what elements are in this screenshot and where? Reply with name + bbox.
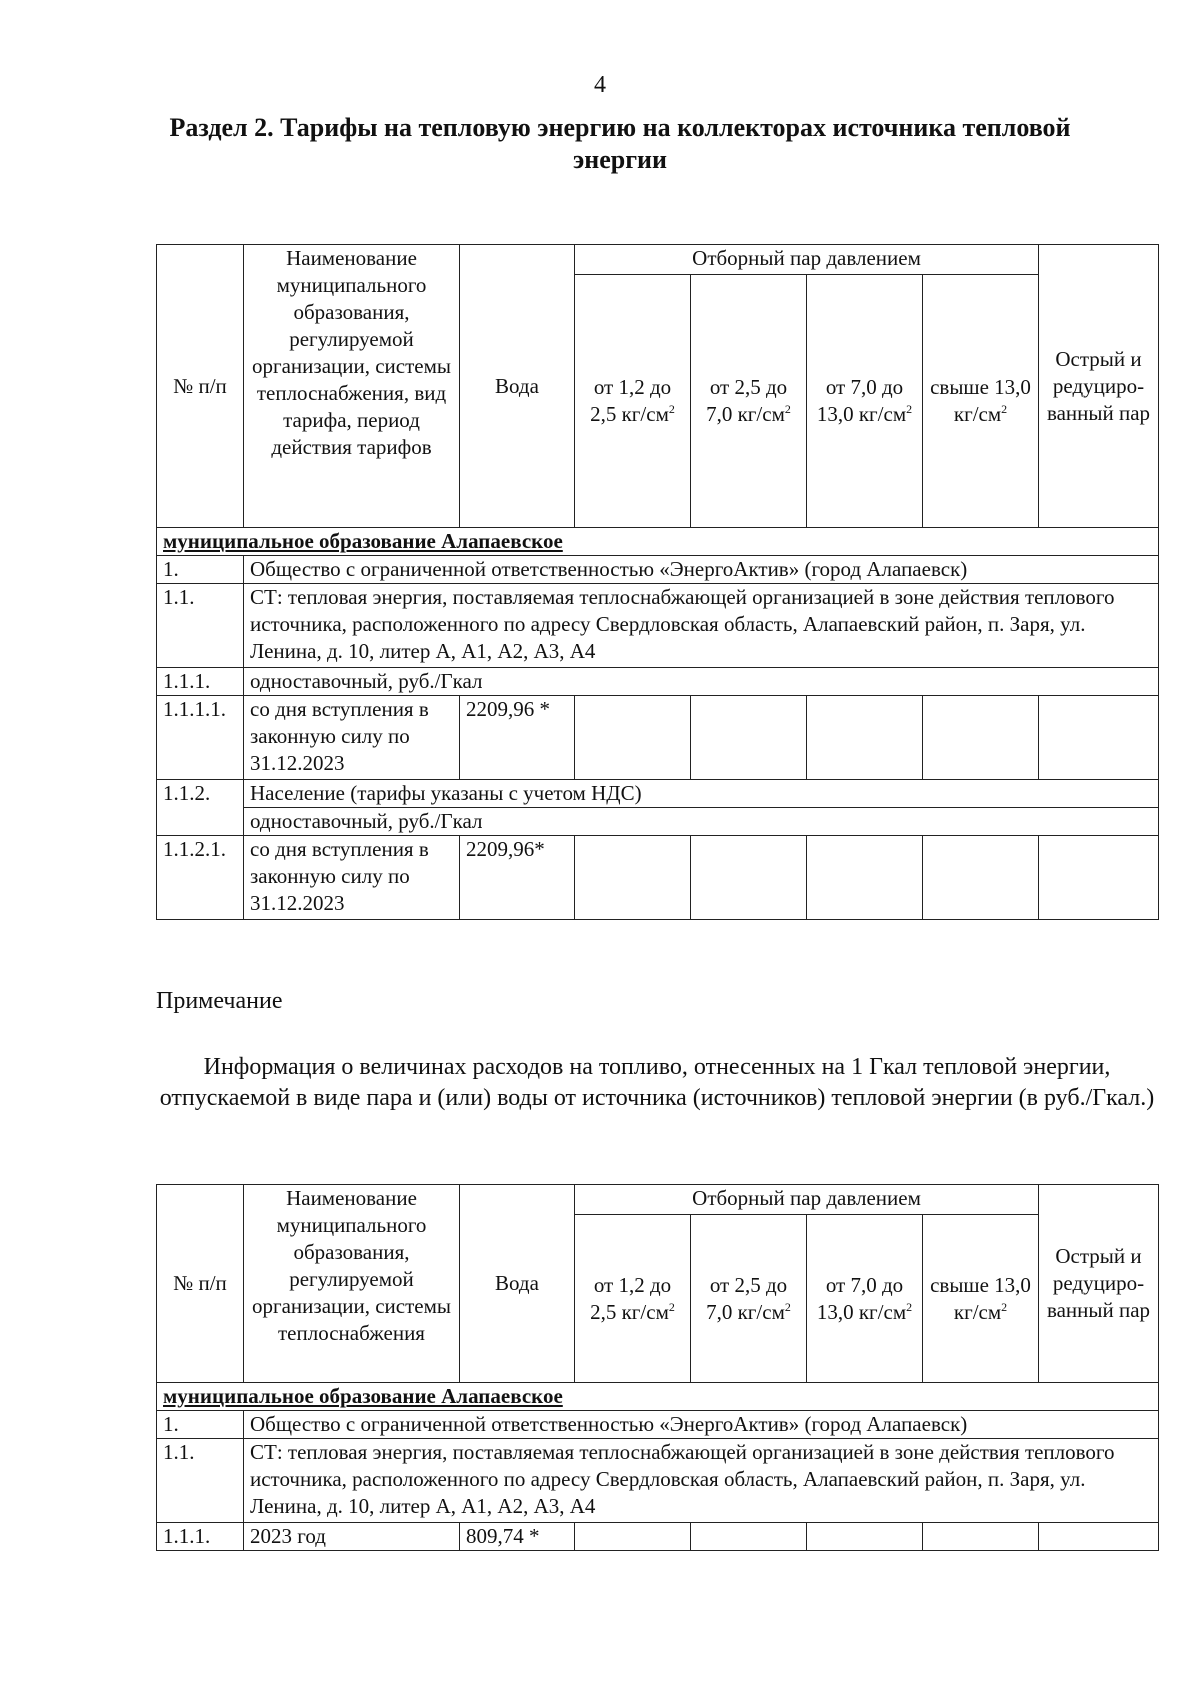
empty-cell	[807, 1523, 923, 1551]
header-pressure-4: свыше 13,0 $кг/см^2$	[923, 1215, 1039, 1383]
municipality-row: муниципальное образование Алапаевское	[157, 528, 1159, 556]
row-num: 1.1.1.1.	[157, 696, 244, 780]
header-pressure-2: от 2,5 до 7,0 $кг/см^2$	[691, 275, 807, 528]
header-pressure-2: от 2,5 до 7,0 $кг/см^2$	[691, 1215, 807, 1383]
empty-cell	[691, 836, 807, 920]
header-pressure-3: от 7,0 до 13,0 $кг/см^2$	[807, 275, 923, 528]
row-text: одноставочный, руб./Гкал	[244, 808, 1159, 836]
row-num: 1.1.2.1.	[157, 836, 244, 920]
row-period: со дня вступления в законную силу по 31.12.2023	[244, 836, 460, 920]
row-num: 1.1.1.	[157, 1523, 244, 1551]
empty-cell	[923, 836, 1039, 920]
row-text: одноставочный, руб./Гкал	[244, 668, 1159, 696]
empty-cell	[575, 836, 691, 920]
header-num: № п/п	[157, 1185, 244, 1383]
empty-cell	[1039, 1523, 1159, 1551]
row-text: Общество с ограниченной ответственностью «ЭнергоАктив» (город Алапаевск)	[244, 1411, 1159, 1439]
info-title: Информация о величинах расходов на топливо, отнесенных на 1 Гкал тепловой энергии, отпускаемой в виде пара и (или) воды от источника (источников) тепловой энергии (в руб./Гкал.)	[159, 1054, 1155, 1111]
row-water-value: 2209,96*	[460, 836, 575, 920]
empty-cell	[923, 1523, 1039, 1551]
empty-cell	[691, 696, 807, 780]
empty-cell	[575, 696, 691, 780]
page-number: 4	[594, 72, 606, 98]
header-pressure-4: свыше 13,0 $кг/см^2$	[923, 275, 1039, 528]
empty-cell	[691, 1523, 807, 1551]
fuel-cost-table	[156, 1184, 1159, 1551]
header-name: Наименование муниципального образования, регулируемой организации, системы теплоснабжения, вид тарифа, период действия тарифов	[244, 245, 460, 528]
empty-cell	[1039, 836, 1159, 920]
section-title: Раздел 2. Тарифы на тепловую энергию на коллекторах источника тепловой энергии	[169, 113, 1071, 174]
row-num: 1.1.	[157, 1439, 244, 1523]
row-water-value: 2209,96 *	[460, 696, 575, 780]
row-num: 1.	[157, 1411, 244, 1439]
header-num: № п/п	[157, 245, 244, 528]
row-num: 1.1.1.	[157, 668, 244, 696]
header-water: Вода	[460, 245, 575, 528]
header-sharp-steam: Острый и редуциро-ванный пар	[1039, 1185, 1159, 1383]
header-water: Вода	[460, 1185, 575, 1383]
row-text: СТ: тепловая энергия, поставляемая теплоснабжающей организацией в зоне действия теплового источника, расположенного по адресу Свердловская область, Алапаевский район, п. Заря, ул. Ленина, д. 10, литер А, А1, А2, А3, А4	[244, 1439, 1159, 1523]
row-text: Общество с ограниченной ответственностью «ЭнергоАктив» (город Алапаевск)	[244, 556, 1159, 584]
empty-cell	[807, 696, 923, 780]
row-water-value: 809,74 *	[460, 1523, 575, 1551]
tariff-table	[156, 244, 1159, 920]
header-pressure-3: от 7,0 до 13,0 $кг/см^2$	[807, 1215, 923, 1383]
note-label: Примечание	[156, 988, 283, 1014]
header-name: Наименование муниципального образования, регулируемой организации, системы теплоснабжения	[244, 1185, 460, 1383]
row-text: Население (тарифы указаны с учетом НДС)	[244, 780, 1159, 808]
empty-cell	[807, 836, 923, 920]
row-num: 1.1.	[157, 584, 244, 668]
row-period: со дня вступления в законную силу по 31.12.2023	[244, 696, 460, 780]
empty-cell	[923, 696, 1039, 780]
municipality-row: муниципальное образование Алапаевское	[157, 1383, 1159, 1411]
row-num: 1.	[157, 556, 244, 584]
header-steam-group: Отборный пар давлением	[575, 245, 1039, 275]
empty-cell	[575, 1523, 691, 1551]
row-text: СТ: тепловая энергия, поставляемая теплоснабжающей организацией в зоне действия теплового источника, расположенного по адресу Свердловская область, Алапаевский район, п. Заря, ул. Ленина, д. 10, литер А, А1, А2, А3, А4	[244, 584, 1159, 668]
header-sharp-steam: Острый и редуциро-ванный пар	[1039, 245, 1159, 528]
row-num: 1.1.2.	[157, 780, 244, 836]
empty-cell	[1039, 696, 1159, 780]
row-year: 2023 год	[244, 1523, 460, 1551]
header-pressure-1: от 1,2 до 2,5 $кг/см^2$	[575, 275, 691, 528]
header-pressure-1: от 1,2 до 2,5 $кг/см^2$	[575, 1215, 691, 1383]
header-steam-group: Отборный пар давлением	[575, 1185, 1039, 1215]
